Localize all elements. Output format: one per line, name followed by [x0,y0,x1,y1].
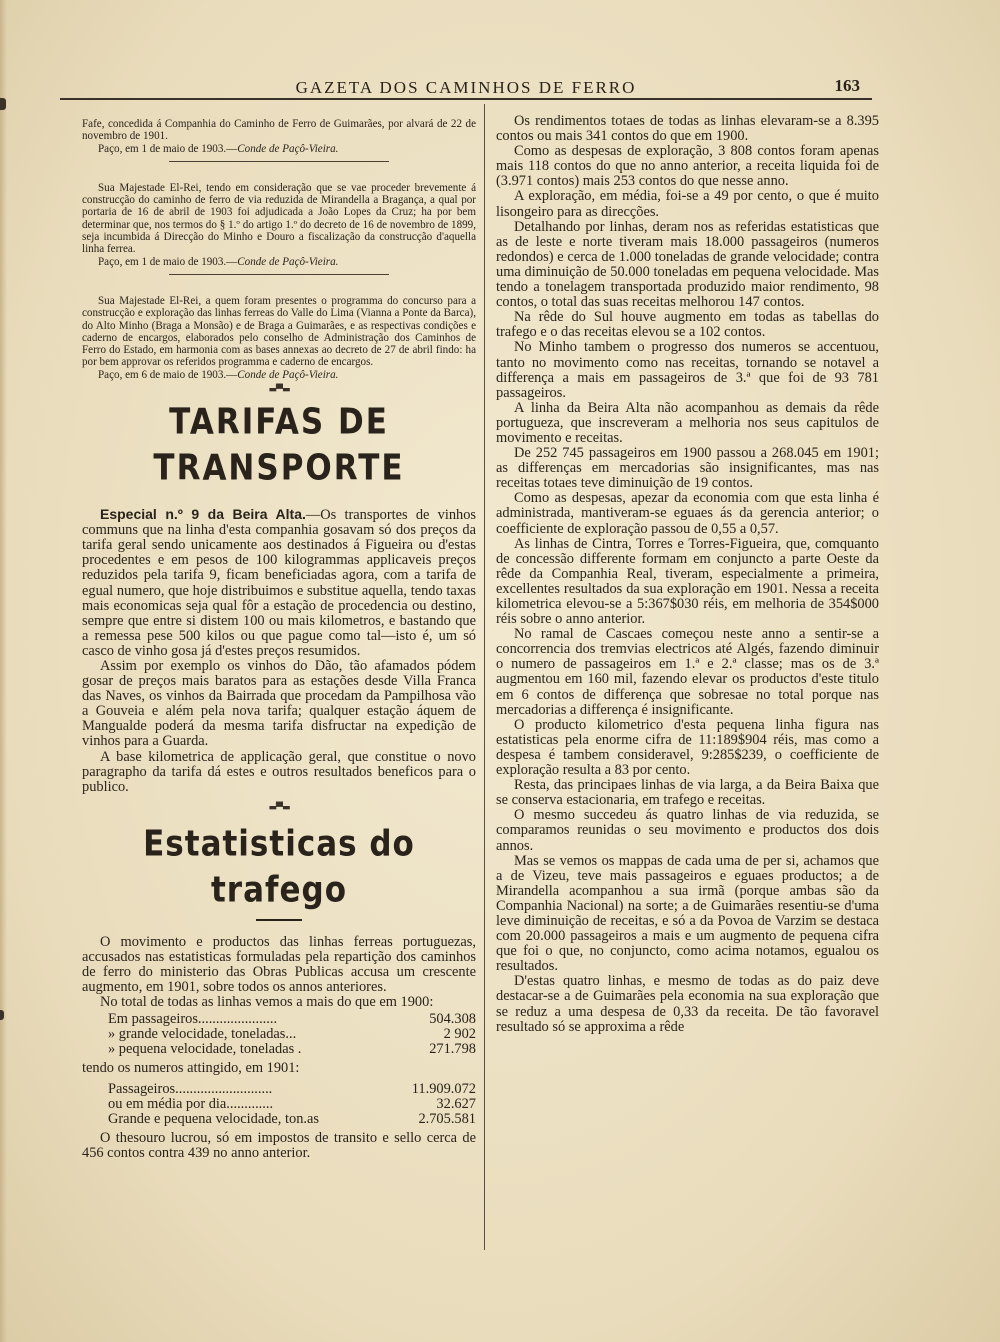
decree-signature [82,143,476,155]
ornament-icon: ▬▀▬ [268,802,290,813]
article-paragraph: A base kilometrica de applicação geral, que constitue o novo paragrapho da tarifa dá estes e outros resultados beneficos para o publico. [82,748,476,795]
signature-date: Paço, em 1 de maio de 1903.— [98,255,238,268]
article-paragraph: Na rêde do Sul houve augmento em todas as tabellas do trafego e o das receitas elevou se a 102 contos. [496,309,879,341]
article-paragraph: Detalhando por linhas, deram nos as referidas estatisticas que as de leste e norte tiveram mais 18.000 passageiros (numeros redondos) e cerca de 1.000 toneladas de grande velocidade; contra uma diminuição de 50.000 toneladas em pequena velocidade. Mas tendo a tonelagem transportada produzido maior rendimento, 98 contos, o total das suas receitas melhorou 147 contos. [496,218,879,311]
decree-text: Sua Majestade El-Rei, tendo em consideração que se vae proceder brevemente á construcção do caminho de ferro de via reduzida de Mirandella a Bragança, a qual por portaria de 16 de abril de 1903 foi adjudicada a João Lopes da Cruz; ha por bem determinar que, nos termos do § 1.º do artigo 1.º do decreto de 16 de novembro de 1899, seja incumbida á Direcção do Minho e Douro a fiscalização da construcção d'aquella linha ferrea. [82,181,476,256]
signature-date: Paço, em 6 de maio de 1903.— [98,368,238,381]
article-lead: Especial n.º 9 da Beira Alta. [100,506,306,523]
article-paragraph: De 252 745 passageiros em 1900 passou a 268.045 em 1901; as differenças em mercadorias são insignificantes, mas nas receitas totaes teve diminuição de 19 contos. [496,445,879,492]
separator-rule [169,274,389,275]
stats-row [82,1012,476,1027]
stats-label: Em passageiros...................... [108,1011,278,1028]
stats-label: ou em média por dia............. [108,1095,274,1112]
stats-label: » grande velocidade, toneladas... [108,1026,297,1043]
stats-value: 32.627 [436,1095,476,1112]
separator-rule [169,161,389,162]
article-paragraph: Como as despesas de exploração, 3 808 contos foram apenas mais 118 contos do que no anno anterior, a receita liquida foi de (3.971 contos) mais 253 contos do que nesse anno. [496,143,879,190]
signature-name: Conde de Paçô-Vieira. [237,255,339,268]
article-paragraph: Resta, das principaes linhas de via larga, a da Beira Baixa que se conserva estacionaria, em trafego e receitas. [496,777,879,809]
article-paragraph: tendo os numeros attingido, em 1901: [82,1059,300,1076]
decree-text: Fafe, concedida á Companhia do Caminho de Ferro de Guimarães, por alvará de 22 de novembro de 1901. [82,118,476,143]
stats-row [82,1097,476,1112]
decree-signature [82,256,476,268]
ornament-icon: ▬▀▬ [268,385,290,396]
stats-row [82,1027,476,1042]
article-paragraph: O mesmo succedeu ás quatro linhas de via reduzida, se comparamos reunidas o seu movimento e productos dos dois annos. [496,807,879,854]
stats-label: Passageiros........................... [108,1080,273,1097]
stats-row [82,1112,476,1127]
binding-mark [0,98,6,110]
binding-mark [0,1010,4,1020]
stats-value: 271.798 [429,1041,476,1058]
journal-title: GAZETA DOS CAMINHOS DE FERRO [295,78,637,97]
section-heading-estatisticas: Estatisticas do trafego [143,823,415,911]
article-paragraph [82,507,476,659]
article-paragraph: O movimento e productos das linhas ferreas portuguezas, accusados nas estatisticas formuladas pela repartição dos caminhos de ferro do ministerio das Obras Publicas accusa um crescente augmento, em 1901, sobre todos os annos anteriores. [82,933,476,996]
article-paragraph: O thesouro lucrou, só em impostos de transito e sello cerca de 456 contos contra 439 no anno anterior. [82,1129,476,1162]
right-column [496,114,879,1035]
article-paragraph: O producto kilometrico d'esta pequena linha figura nas estatisticas pela enorme cifra de 11:189$904 réis, mas como a despesa é tambem consideravel, 9:285$239, o coefficiente de exploração resulta a 83 por cento. [496,716,879,779]
decree-signature [82,369,476,381]
stats-row [82,1042,476,1057]
title-rule [256,919,302,921]
article-paragraph: Assim por exemplo os vinhos do Dão, tão afamados pódem gosar de preços mais baratos para as estações desde Villa Franca das Naves, os vinhos da Bairrada que procedam da Pampilhosa vão a Gouveia e além pela nova tarifa; qualquer estação áquem de Mangualde poderá da mesma tarifa disfructar na expedição de vinhos para a Guarda. [82,657,476,750]
signature-name: Conde de Paçô-Vieira. [237,368,339,381]
article-paragraph: No ramal de Cascaes começou neste anno a sentir-se a concorrencia dos tremvias electricos até Algés, fazendo diminuir o numero de passageiros em 1.ª e 2.ª classe; mas os de 3.ª augmentou em 160 mil, fazendo elevar os productos d'este titulo em 6 contos de differença que sobresae no total porque nas mercadorias a differença é insignificante. [496,626,879,718]
left-column [82,118,476,1161]
stats-value: 504.308 [429,1011,476,1028]
decree-text: Sua Majestade El-Rei, a quem foram presentes o programma do concurso para a construcção e exploração das linhas ferreas do Valle do Lima (Vianna a Ponte da Barca), do Alto Minho (Braga a Monsão) e de Braga a Guimarães, e as respectivas condições e caderno de encargos, elaborados pelo conselho de Administração dos Caminhos de Ferro do Estado, em harmonia com as bases annexas ao decreto de 27 de abril findo: ha por bem approvar os referidos programma e caderno de encargos. [82,294,476,369]
article-paragraph: A exploração, em média, foi-se a 49 por cento, o que é muito lisongeiro para as direcções. [496,188,879,220]
stats-label: » pequena velocidade, toneladas . [108,1041,302,1058]
article-text: —Os transportes de vinhos communs que na linha d'esta companhia gosavam só dos preços da tarifa geral sendo unicamente aos destinados á Figueira ou d'estas procedentes e em pesos de 100 kilogrammas applicaveis preços reduzidos pela tarifa 9, ficam beneficiadas agora, com a tarifa de egual numero, que hoje distribuimos e substitue aquella, tendo taxas mais economicas seja qual fôr a estação de procedencia ou destino, sempre que entre si distem 100 ou mais kilometros, e bastando que a remessa pese 500 kilos ou que pague como tal—isto é, um só casco de vinho gosa já d'estes preços resumidos. [82,507,477,659]
page-edge-stain [0,0,7,1342]
article-paragraph: Mas se vemos os mappas de cada uma de per si, achamos que a de Vizeu, teve mais passageiros e eguaes productos; a de Mirandella acompanhou a sua irmã (porque ambas são da Companhia Nacional) na sorte; a de Guimarães resentiu-se d'uma leve diminuição de receitas, e só a da Povoa de Varzim se destaca com 20.000 passageiros a mais e um augmento de pequena cifra que foi o que, no conjuncto, como acima notamos, egualou os resultados. [496,852,879,975]
stats-row [82,1082,476,1097]
stats-value: 11.909.072 [411,1080,476,1097]
article-paragraph: No Minho tambem o progresso dos numeros se accentuou, tanto no movimento como nas receitas, tornando se notavel a differença a mais em passageiros de 3.ª que foi de 93 781 passageiros. [496,339,879,401]
article-paragraph: Como as despesas, apezar da economia com que esta linha é administrada, mantiveram-se eguaes ás da gerencia anterior; o coefficiente de exploração passou de 0,55 a 0,57. [496,490,879,537]
section-heading-tarifas: TARIFAS DE TRANSPORTE [153,401,405,489]
stats-value: 2 902 [443,1026,476,1043]
article-paragraph: A linha da Beira Alta não acompanhou as demais da rêde portugueza, que inscreveram a melhoria nos seus capitulos de movimento e receitas. [496,399,879,446]
article-paragraph: No total de todas as linhas vemos a mais do que em 1900: [100,994,434,1011]
stats-table-totals [82,1082,476,1127]
article-paragraph: Os rendimentos totaes de todas as linhas elevaram-se a 8.395 contos ou mais 341 contos do que em 1900. [496,113,879,145]
running-header [60,72,872,100]
page-number: 163 [834,76,860,95]
signature-name: Conde de Paçô-Vieira. [237,142,339,155]
signature-date: Paço, em 1 de maio de 1903.— [98,142,238,155]
column-divider [484,104,485,1250]
stats-value: 2.705.581 [418,1110,476,1127]
stats-label: Grande e pequena velocidade, ton.as [108,1110,319,1127]
article-paragraph: As linhas de Cintra, Torres e Torres-Figueira, que, comquanto de concessão differente formam em conjuncto a parte Oeste da rêde da Companhia Real, tiveram, especialmente a primeira, excellentes resultados da sua exploração em 1901. Nessa a receita kilometrica elevou-se a 5:367$030 réis, em melhoria de 354$000 réis sobre o anno anterior. [496,535,879,628]
article-paragraph: D'estas quatro linhas, e mesmo de todas as do paiz deve destacar-se a de Guimarães pela economia na sua exploração que se reduz a uma despesa de 0,33 da receita. De tão favoravel resultado só se approxima a rêde [496,973,879,1035]
stats-table-increase [82,1012,476,1057]
